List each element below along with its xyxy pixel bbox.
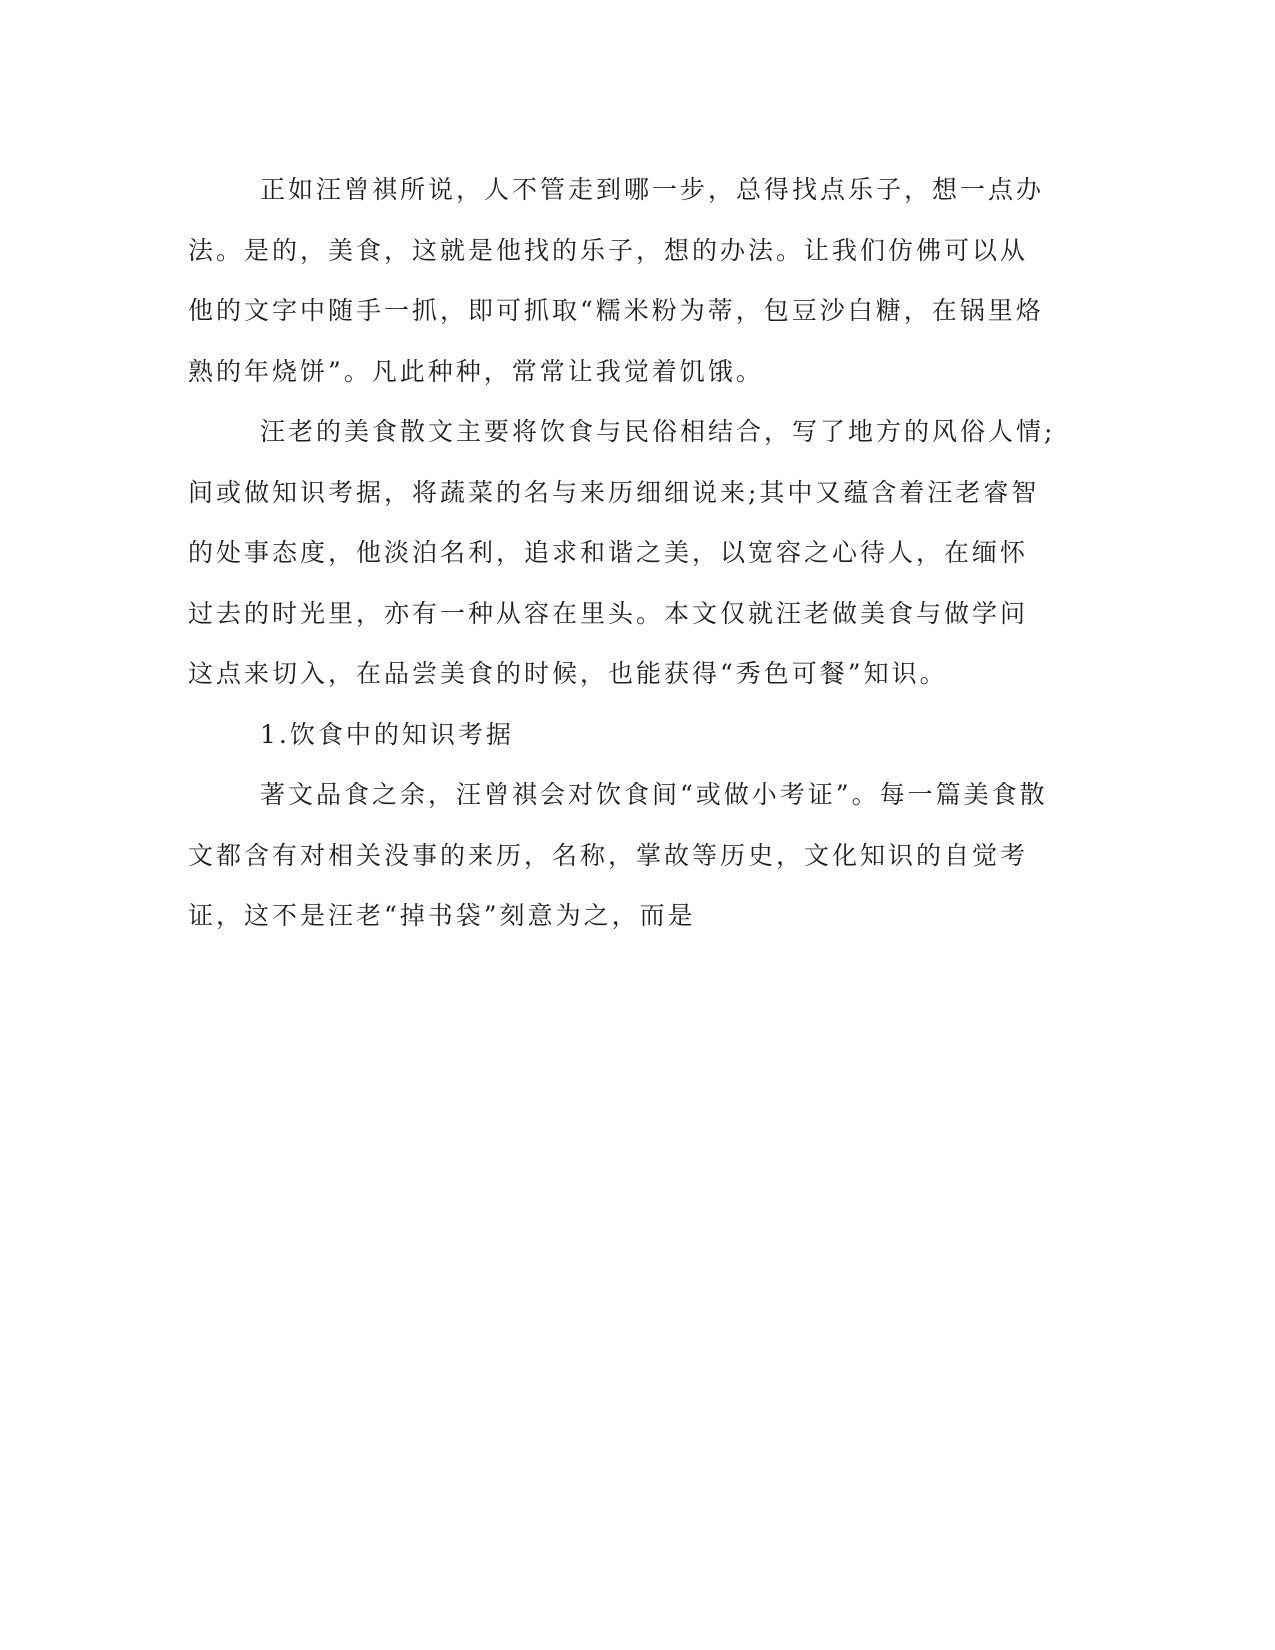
- text-line: 汪老的美食散文主要将饮食与民俗相结合，写了地方的风俗人情;: [260, 417, 1056, 446]
- text-line: 的处事态度，他淡泊名利，追求和谐之美，以宽容之心待人，在缅怀: [188, 538, 1029, 567]
- text-line: 他的文字中随手一抓，即可抓取“糯米粉为蒂，包豆沙白糖，在锅里烙: [188, 296, 1044, 325]
- section-heading-text: 1.饮食中的知识考据: [260, 719, 514, 749]
- text-line: 文都含有对相关没事的来历，名称，掌故等历史，文化知识的自觉考: [188, 840, 1029, 870]
- text-line: 这点来切入，在品尝美食的时候，也能获得“秀色可餐”知识。: [188, 659, 948, 688]
- document-body: [188, 160, 1093, 947]
- section-heading: [188, 705, 1093, 766]
- paragraph-overview: [188, 402, 1093, 705]
- text-line: 法。是的，美食，这就是他找的乐子，想的办法。让我们仿佛可以从: [188, 235, 1029, 265]
- text-line: 证，这不是汪老“掉书袋”刻意为之，而是: [188, 901, 696, 930]
- text-line: 过去的时光里，亦有一种从容在里头。本文仅就汪老做美食与做学问: [188, 598, 1029, 628]
- text-line: 著文品食之余，汪曾祺会对饮食间“或做小考证”。每一篇美食散: [260, 780, 1048, 809]
- paragraph-section-body: [188, 765, 1093, 947]
- text-line: 正如汪曾祺所说，人不管走到哪一步，总得找点乐子，想一点办: [260, 175, 1045, 204]
- paragraph-intro: [188, 160, 1093, 402]
- text-line: 间或做知识考据，将蔬菜的名与来历细细说来;其中又蕴含着汪老睿智: [188, 477, 1040, 507]
- text-line: 熟的年烧饼”。凡此种种，常常让我觉着饥饿。: [188, 356, 764, 386]
